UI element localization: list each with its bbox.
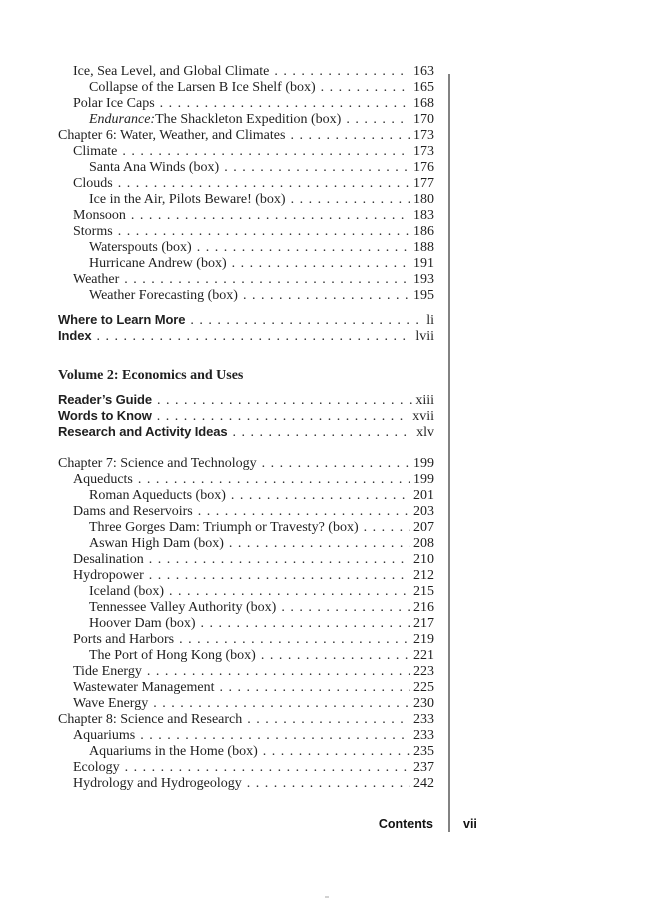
- toc-entry-label: Desalination: [73, 552, 144, 567]
- toc-entry-page-number: 242: [413, 776, 434, 791]
- toc-entry-label: Aswan High Dam (box): [89, 536, 224, 551]
- toc-entry: [58, 224, 434, 240]
- dot-leader: [157, 393, 412, 409]
- toc-section-volume2-frontmatter: [58, 392, 434, 440]
- toc-entry-label: Wastewater Management: [73, 680, 215, 695]
- toc-entry-label: Three Gorges Dam: Triumph or Travesty? (box): [89, 520, 359, 535]
- toc-entry-label: Aquariums in the Home (box): [89, 744, 258, 759]
- table-of-contents: [58, 64, 434, 792]
- toc-entry-label: Aquariums: [73, 728, 136, 743]
- dot-leader: [118, 224, 410, 240]
- toc-entry-label: Tennessee Valley Authority (box): [89, 600, 277, 615]
- toc-entry: [58, 240, 434, 256]
- toc-entry: [58, 392, 434, 408]
- toc-entry-label: Chapter 6: Water, Weather, and Climates: [58, 128, 286, 143]
- toc-entry-label: Polar Ice Caps: [73, 96, 155, 111]
- toc-entry-label: Ecology: [73, 760, 120, 775]
- toc-entry: [58, 568, 434, 584]
- dot-leader: [190, 313, 423, 329]
- toc-entry-label: Chapter 7: Science and Technology: [58, 456, 257, 471]
- toc-entry-page-number: 177: [413, 176, 434, 191]
- dot-leader: [233, 425, 414, 441]
- toc-entry-label: Weather: [73, 272, 120, 287]
- dot-leader: [149, 568, 410, 584]
- toc-entry-label: Chapter 8: Science and Research: [58, 712, 243, 727]
- toc-entry-page-number: 233: [413, 728, 434, 743]
- toc-entry-page-number: 170: [413, 112, 434, 127]
- toc-entry: [58, 424, 434, 440]
- toc-entry-label: Collapse of the Larsen B Ice Shelf (box): [89, 80, 316, 95]
- toc-entry-label: Ice, Sea Level, and Global Climate: [73, 64, 270, 79]
- toc-entry: [58, 472, 434, 488]
- dot-leader: [198, 504, 410, 520]
- toc-entry-label-italic: Endurance:: [89, 112, 156, 127]
- toc-entry-label: Roman Aqueducts (box): [89, 488, 226, 503]
- toc-entry-page-number: 173: [413, 128, 434, 143]
- toc-entry-label: Reader’s Guide: [58, 392, 152, 407]
- toc-entry: [58, 312, 434, 328]
- toc-entry-page-number: 186: [413, 224, 434, 239]
- toc-entry-page-number: 176: [413, 160, 434, 175]
- toc-entry-page-number: lvii: [415, 329, 434, 344]
- toc-entry: [58, 776, 434, 792]
- toc-entry-page-number: xvii: [412, 409, 434, 424]
- toc-entry-label: Hurricane Andrew (box): [89, 256, 227, 271]
- toc-entry-page-number: 216: [413, 600, 434, 615]
- toc-section-volume1-backmatter: [58, 312, 434, 344]
- dot-leader: [224, 160, 410, 176]
- toc-entry-page-number: 168: [413, 96, 434, 111]
- toc-entry: [58, 144, 434, 160]
- dot-leader: [140, 728, 410, 744]
- dot-leader: [274, 64, 410, 80]
- toc-entry: [58, 176, 434, 192]
- toc-entry: [58, 208, 434, 224]
- toc-entry: [58, 112, 434, 128]
- toc-entry: [58, 96, 434, 112]
- toc-entry: [58, 160, 434, 176]
- toc-entry-label: Dams and Reservoirs: [73, 504, 193, 519]
- toc-entry: [58, 288, 434, 304]
- toc-entry: [58, 128, 434, 144]
- toc-entry-page-number: 233: [413, 712, 434, 727]
- toc-entry-page-number: 188: [413, 240, 434, 255]
- dot-leader: [131, 208, 410, 224]
- dot-leader: [261, 648, 410, 664]
- dot-leader: [122, 144, 410, 160]
- toc-entry-page-number: 173: [413, 144, 434, 159]
- dot-leader: [346, 112, 410, 128]
- scan-artifact-dot: [325, 896, 329, 898]
- toc-entry-page-number: 201: [413, 488, 434, 503]
- dot-leader: [231, 488, 410, 504]
- toc-entry: [58, 712, 434, 728]
- toc-entry-page-number: 217: [413, 616, 434, 631]
- dot-leader: [364, 520, 410, 536]
- toc-entry-page-number: 207: [413, 520, 434, 535]
- dot-leader: [281, 600, 410, 616]
- toc-entry-page-number: 235: [413, 744, 434, 759]
- toc-entry: [58, 584, 434, 600]
- toc-entry: [58, 664, 434, 680]
- toc-entry: [58, 64, 434, 80]
- toc-entry: [58, 520, 434, 536]
- toc-entry-label: Ports and Harbors: [73, 632, 175, 647]
- toc-entry-label: The Shackleton Expedition (box): [155, 112, 342, 127]
- toc-entry-page-number: 219: [413, 632, 434, 647]
- dot-leader: [232, 256, 410, 272]
- toc-entry-label: Where to Learn More: [58, 312, 186, 327]
- dot-leader: [291, 192, 410, 208]
- toc-entry: [58, 632, 434, 648]
- dot-leader: [160, 96, 410, 112]
- toc-entry-page-number: 165: [413, 80, 434, 95]
- toc-entry-label: Hydropower: [73, 568, 144, 583]
- toc-entry: [58, 272, 434, 288]
- dot-leader: [321, 80, 410, 96]
- toc-entry-page-number: xiii: [415, 393, 434, 408]
- toc-entry-page-number: li: [426, 313, 434, 328]
- toc-entry-page-number: 199: [413, 472, 434, 487]
- dot-leader: [262, 456, 410, 472]
- footer-section-label: Contents: [378, 817, 433, 831]
- toc-entry: [58, 760, 434, 776]
- dot-leader: [290, 128, 410, 144]
- toc-entry: [58, 648, 434, 664]
- toc-entry-label: Clouds: [73, 176, 113, 191]
- toc-entry-label: Storms: [73, 224, 113, 239]
- toc-entry-page-number: 208: [413, 536, 434, 551]
- toc-entry-label: The Port of Hong Kong (box): [89, 648, 256, 663]
- dot-leader: [149, 552, 410, 568]
- toc-entry: [58, 256, 434, 272]
- toc-entry: [58, 680, 434, 696]
- toc-entry: [58, 744, 434, 760]
- toc-section-volume2-title: [58, 368, 434, 384]
- toc-entry: [58, 600, 434, 616]
- toc-section-volume1-chapters: [58, 64, 434, 304]
- toc-entry-page-number: 183: [413, 208, 434, 223]
- page-footer: [0, 816, 654, 832]
- toc-section-volume2-chapters: [58, 456, 434, 792]
- toc-entry-page-number: 215: [413, 584, 434, 599]
- toc-entry-label: Index: [58, 328, 92, 343]
- dot-leader: [157, 409, 409, 425]
- toc-entry: [58, 536, 434, 552]
- dot-leader: [138, 472, 410, 488]
- dot-leader: [179, 632, 410, 648]
- toc-entry-label: Ice in the Air, Pilots Beware! (box): [89, 192, 286, 207]
- toc-entry-label: Wave Energy: [73, 696, 149, 711]
- toc-entry: [58, 504, 434, 520]
- dot-leader: [124, 272, 410, 288]
- toc-entry-label: Weather Forecasting (box): [89, 288, 238, 303]
- toc-entry-label: Santa Ana Winds (box): [89, 160, 220, 175]
- toc-entry-label: Iceland (box): [89, 584, 165, 599]
- vertical-rule: [448, 74, 450, 832]
- toc-entry-page-number: 191: [413, 256, 434, 271]
- dot-leader: [220, 680, 410, 696]
- volume-title: [58, 368, 434, 384]
- toc-entry: [58, 728, 434, 744]
- toc-entry-label: Hydrology and Hydrogeology: [73, 776, 242, 791]
- toc-entry-label: Tide Energy: [73, 664, 142, 679]
- dot-leader: [125, 760, 410, 776]
- toc-entry-page-number: 199: [413, 456, 434, 471]
- toc-entry-page-number: 210: [413, 552, 434, 567]
- toc-entry-page-number: 237: [413, 760, 434, 775]
- dot-leader: [153, 696, 410, 712]
- toc-entry: [58, 456, 434, 472]
- toc-entry-page-number: xlv: [416, 425, 434, 440]
- toc-entry-page-number: 180: [413, 192, 434, 207]
- dot-leader: [118, 176, 410, 192]
- dot-leader: [169, 584, 410, 600]
- toc-entry: [58, 616, 434, 632]
- dot-leader: [247, 712, 410, 728]
- toc-entry: [58, 408, 434, 424]
- dot-leader: [147, 664, 410, 680]
- toc-entry-label: Research and Activity Ideas: [58, 424, 228, 439]
- toc-entry-page-number: 195: [413, 288, 434, 303]
- toc-entry-page-number: 212: [413, 568, 434, 583]
- dot-leader: [229, 536, 410, 552]
- dot-leader: [197, 240, 410, 256]
- dot-leader: [96, 329, 412, 345]
- toc-entry-label: Waterspouts (box): [89, 240, 192, 255]
- dot-leader: [201, 616, 410, 632]
- toc-entry-label: Words to Know: [58, 408, 152, 423]
- toc-entry-label: Climate: [73, 144, 118, 159]
- toc-entry: [58, 192, 434, 208]
- toc-entry-label: Monsoon: [73, 208, 126, 223]
- toc-entry-label: Aqueducts: [73, 472, 133, 487]
- toc-entry: [58, 328, 434, 344]
- toc-entry-page-number: 163: [413, 64, 434, 79]
- toc-entry: [58, 80, 434, 96]
- toc-entry-page-number: 203: [413, 504, 434, 519]
- dot-leader: [247, 776, 410, 792]
- dot-leader: [263, 744, 410, 760]
- toc-entry-label: Volume 2: Economics and Uses: [58, 368, 244, 383]
- footer-page-number: vii: [463, 817, 477, 831]
- toc-entry: [58, 696, 434, 712]
- toc-entry-page-number: 223: [413, 664, 434, 679]
- toc-entry: [58, 488, 434, 504]
- toc-entry-page-number: 230: [413, 696, 434, 711]
- dot-leader: [243, 288, 410, 304]
- toc-entry-page-number: 193: [413, 272, 434, 287]
- toc-entry-page-number: 221: [413, 648, 434, 663]
- toc-entry-label: Hoover Dam (box): [89, 616, 196, 631]
- toc-entry: [58, 552, 434, 568]
- toc-entry-page-number: 225: [413, 680, 434, 695]
